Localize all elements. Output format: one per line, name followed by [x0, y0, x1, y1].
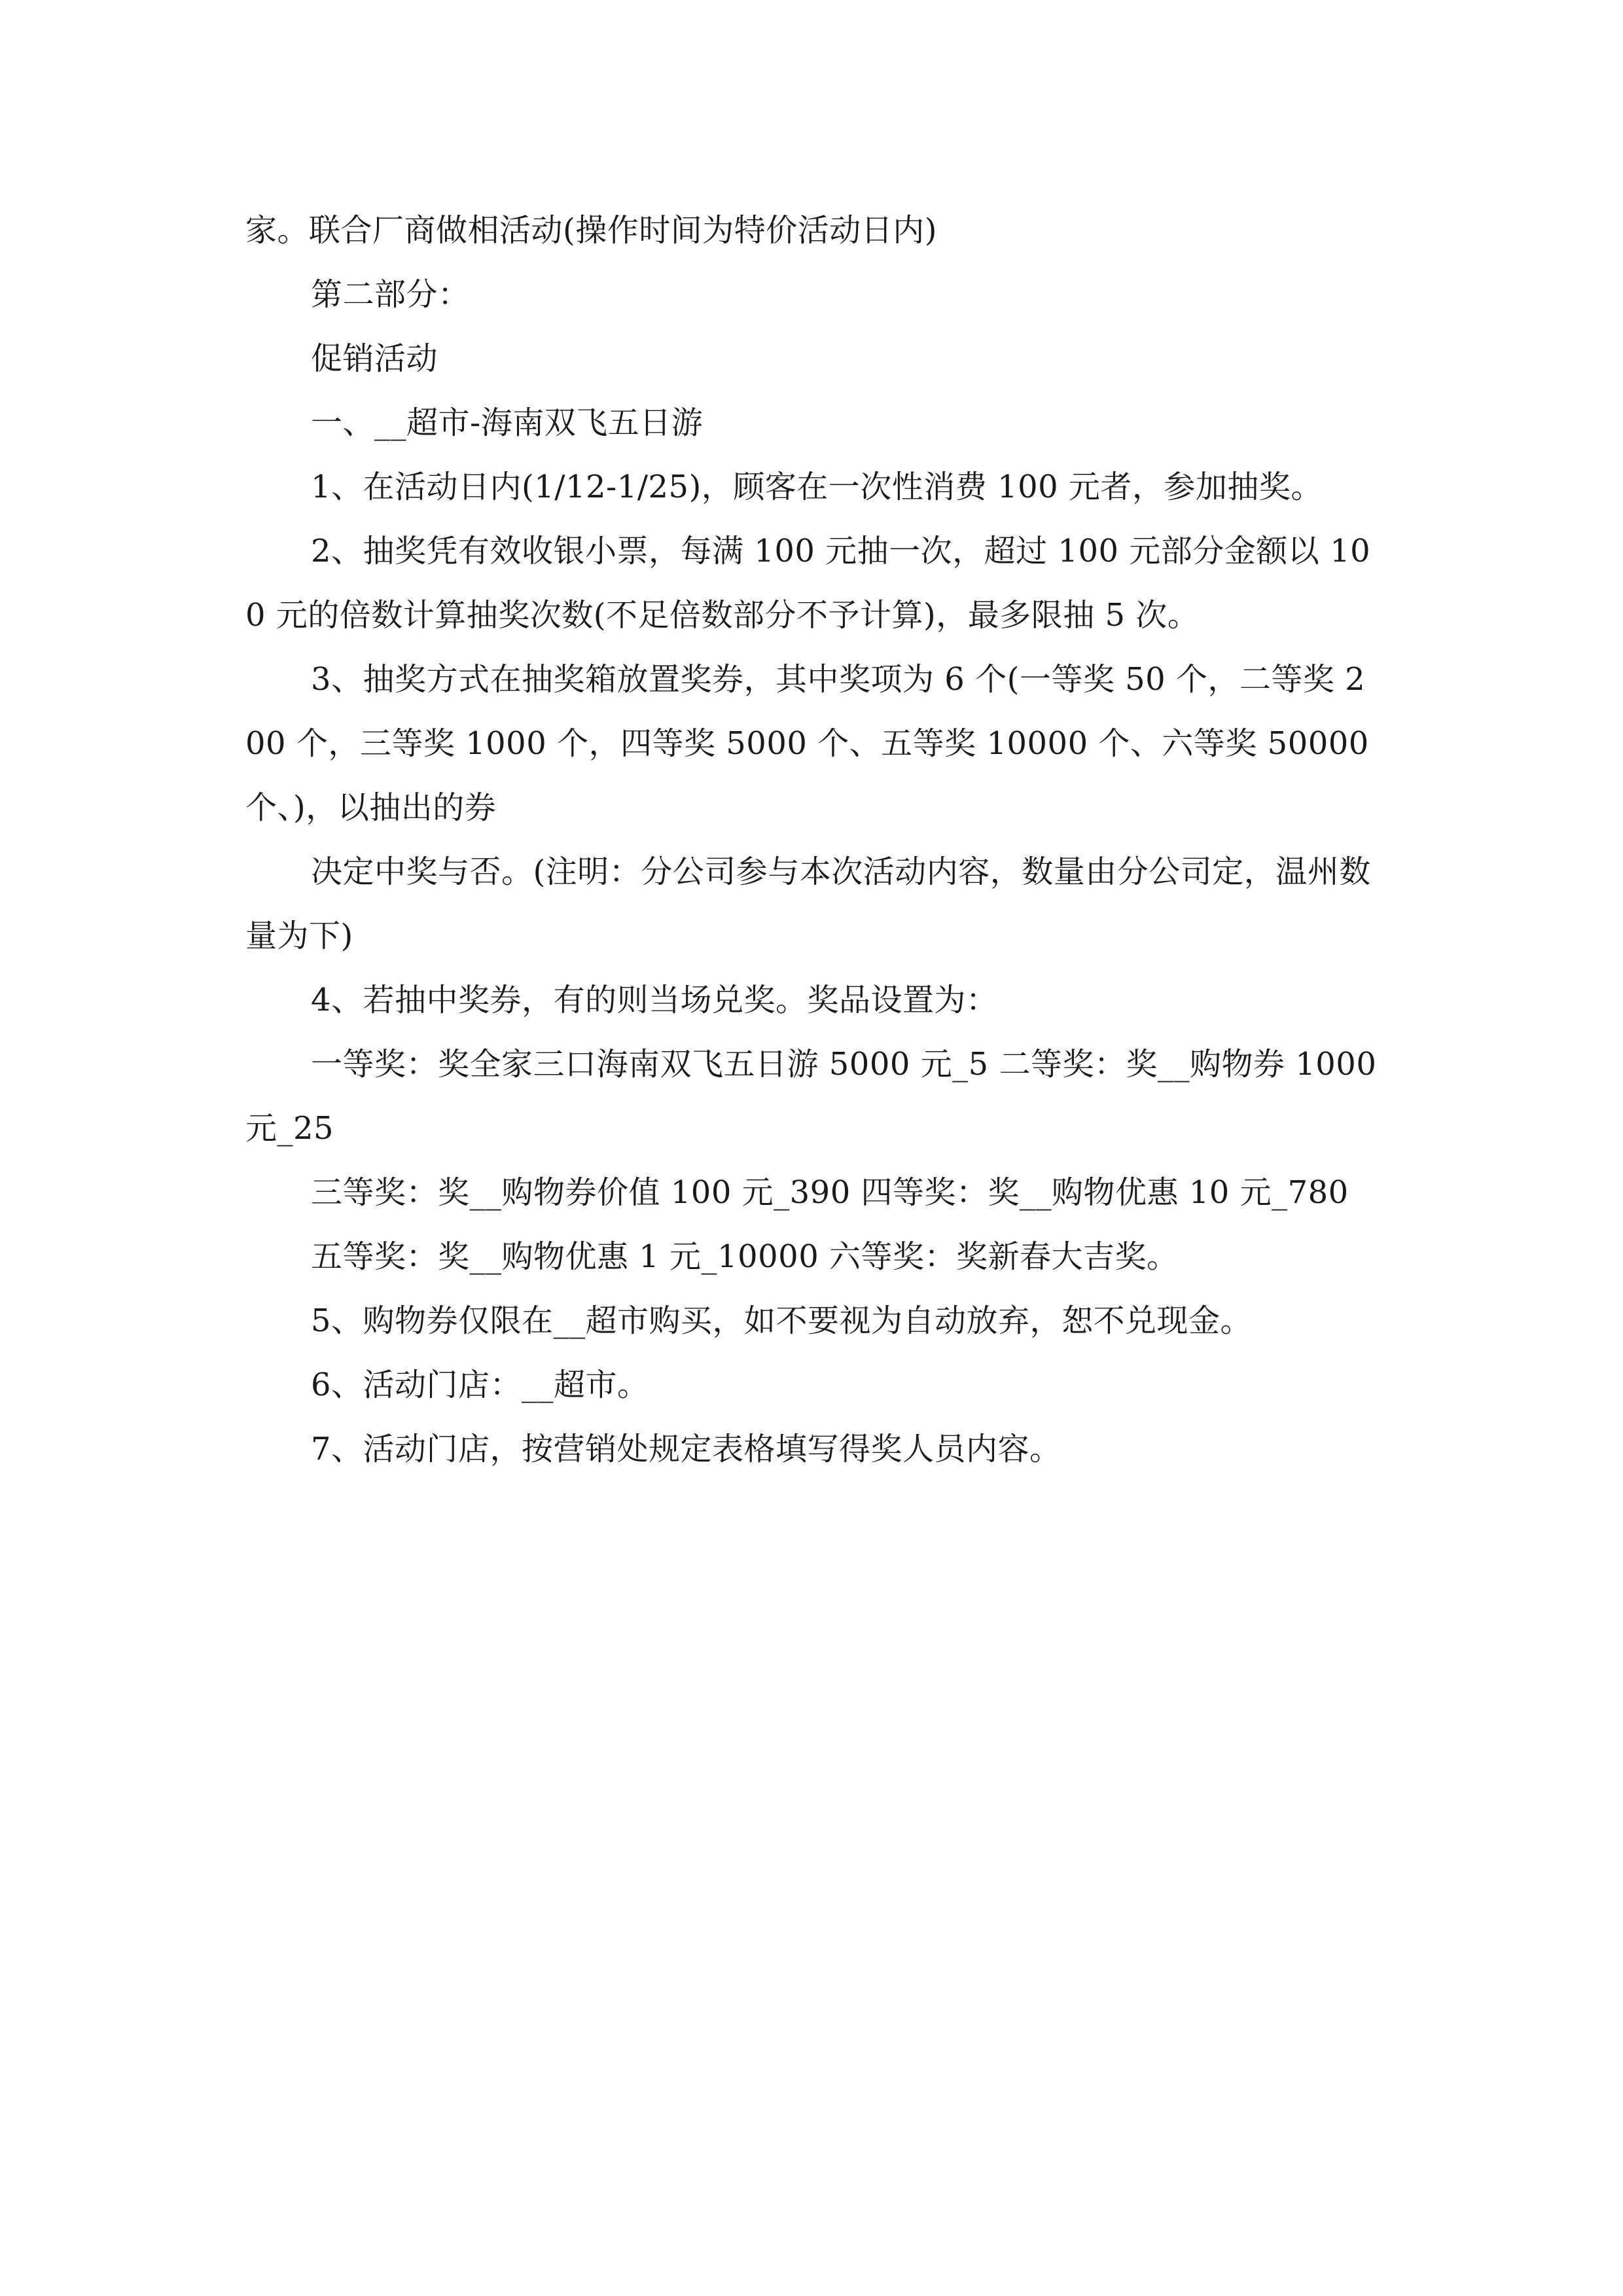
section-heading-part-two: 第二部分：	[311, 276, 470, 313]
rule-item-7: 7、活动门店，按营销处规定表格填写得奖人员内容。	[311, 1431, 1061, 1467]
rule-item-3-note: 决定中奖与否。(注明：分公司参与本次活动内容，数量由分公司定，温州数量为下)	[245, 853, 1371, 954]
rule-item-6: 6、活动门店：__超市。	[311, 1367, 649, 1403]
paragraph-continuation: 家。联合厂商做相活动(操作时间为特价活动日内)	[245, 212, 937, 249]
rule-item-4: 4、若抽中奖券，有的则当场兑奖。奖品设置为：	[311, 982, 998, 1018]
rule-item-3: 3、抽奖方式在抽奖箱放置奖券，其中奖项为 6 个(一等奖 50 个，二等奖 200 个，三等奖 1000 个，四等奖 5000 个、五等奖 10000 个、六等奖 50000 个、)，以抽出的券	[245, 661, 1369, 826]
prize-line-3: 五等奖：奖__购物优惠 1 元_10000 六等奖：奖新春大吉奖。	[311, 1238, 1179, 1275]
document-body	[245, 198, 1378, 1481]
rule-item-2: 2、抽奖凭有效收银小票，每满 100 元抽一次，超过 100 元部分金额以 100 元的倍数计算抽奖次数(不足倍数部分不予计算)，最多限抽 5 次。	[245, 533, 1371, 634]
prize-line-1: 一等奖：奖全家三口海南双飞五日游 5000 元_5 二等奖：奖__购物券 1000 元_25	[245, 1046, 1377, 1147]
rule-item-1: 1、在活动日内(1/12-1/25)，顾客在一次性消费 100 元者，参加抽奖。	[311, 469, 1323, 505]
prize-line-2: 三等奖：奖__购物券价值 100 元_390 四等奖：奖__购物优惠 10 元_780	[311, 1174, 1349, 1211]
section-title-promotion: 促销活动	[311, 340, 438, 377]
item-heading-trip: 一、__超市-海南双飞五日游	[311, 404, 704, 441]
rule-item-5: 5、购物券仅限在__超市购买，如不要视为自动放弃，恕不兑现金。	[311, 1302, 1253, 1339]
